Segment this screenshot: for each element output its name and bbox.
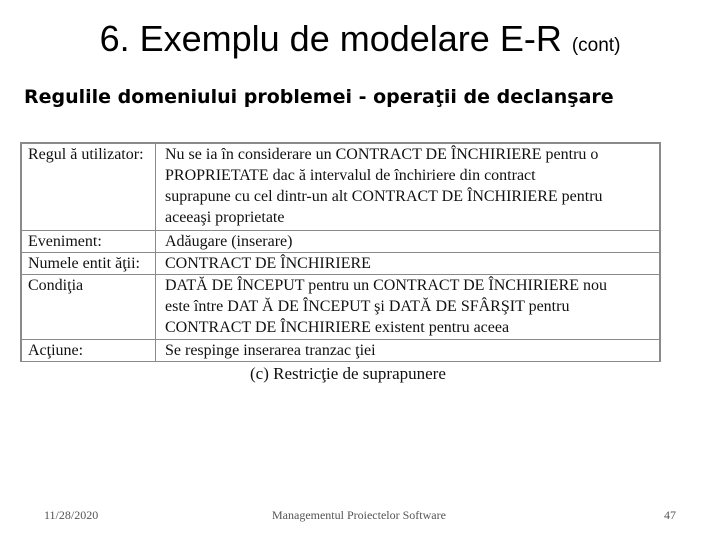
slide-title-main: 6. Exemplu de modelare E-R (99, 18, 562, 59)
slide-subtitle: Regulile domeniului problemei - operaţii de declanşare (24, 86, 614, 108)
row-label-event: Eveniment: (28, 233, 102, 250)
slide-title (0, 18, 720, 60)
rule-text-line: PROPRIETATE dac ă intervalul de închiriere din contract (165, 167, 536, 184)
rule-text-line: suprapune cu cel dintr-un alt CONTRACT DE ÎNCHIRIERE pentru (165, 188, 603, 205)
table-caption: (c) Restricţie de suprapunere (250, 364, 446, 383)
entity-text: CONTRACT DE ÎNCHIRIERE (165, 255, 371, 272)
footer-course: Managementul Proiectelor Software (272, 508, 446, 522)
event-text: Adăugare (inserare) (165, 233, 293, 250)
table-border-left (20, 142, 22, 362)
footer-date: 11/28/2020 (44, 508, 99, 522)
table-border-right (659, 142, 661, 362)
rules-table (20, 142, 661, 362)
table-divider (20, 230, 661, 231)
rule-text-line: Nu se ia în considerare un CONTRACT DE ÎNCHIRIERE pentru o (165, 146, 599, 163)
footer-page-number: 47 (664, 508, 676, 522)
row-label-action: Acţiune: (28, 342, 84, 359)
rule-text-line: aceeaşi proprietate (165, 209, 285, 226)
table-column-divider (155, 142, 156, 362)
condition-text-line: CONTRACT DE ÎNCHIRIERE existent pentru aceea (165, 319, 510, 336)
table-border-bottom (20, 361, 661, 362)
action-text: Se respinge inserarea tranzac ţiei (165, 342, 376, 359)
row-label-entity: Numele entit ăţii: (28, 255, 140, 272)
slide-title-suffix: (cont) (571, 35, 621, 56)
condition-text-line: este între DAT Ă DE ÎNCEPUT şi DATĂ DE SFÂRŞIT pentru (165, 298, 570, 315)
row-label-rule: Regul ă utilizator: (28, 146, 144, 163)
row-label-condition: Condiţia (28, 277, 84, 294)
condition-text-line: DATĂ DE ÎNCEPUT pentru un CONTRACT DE ÎNCHIRIERE nou (165, 277, 608, 294)
